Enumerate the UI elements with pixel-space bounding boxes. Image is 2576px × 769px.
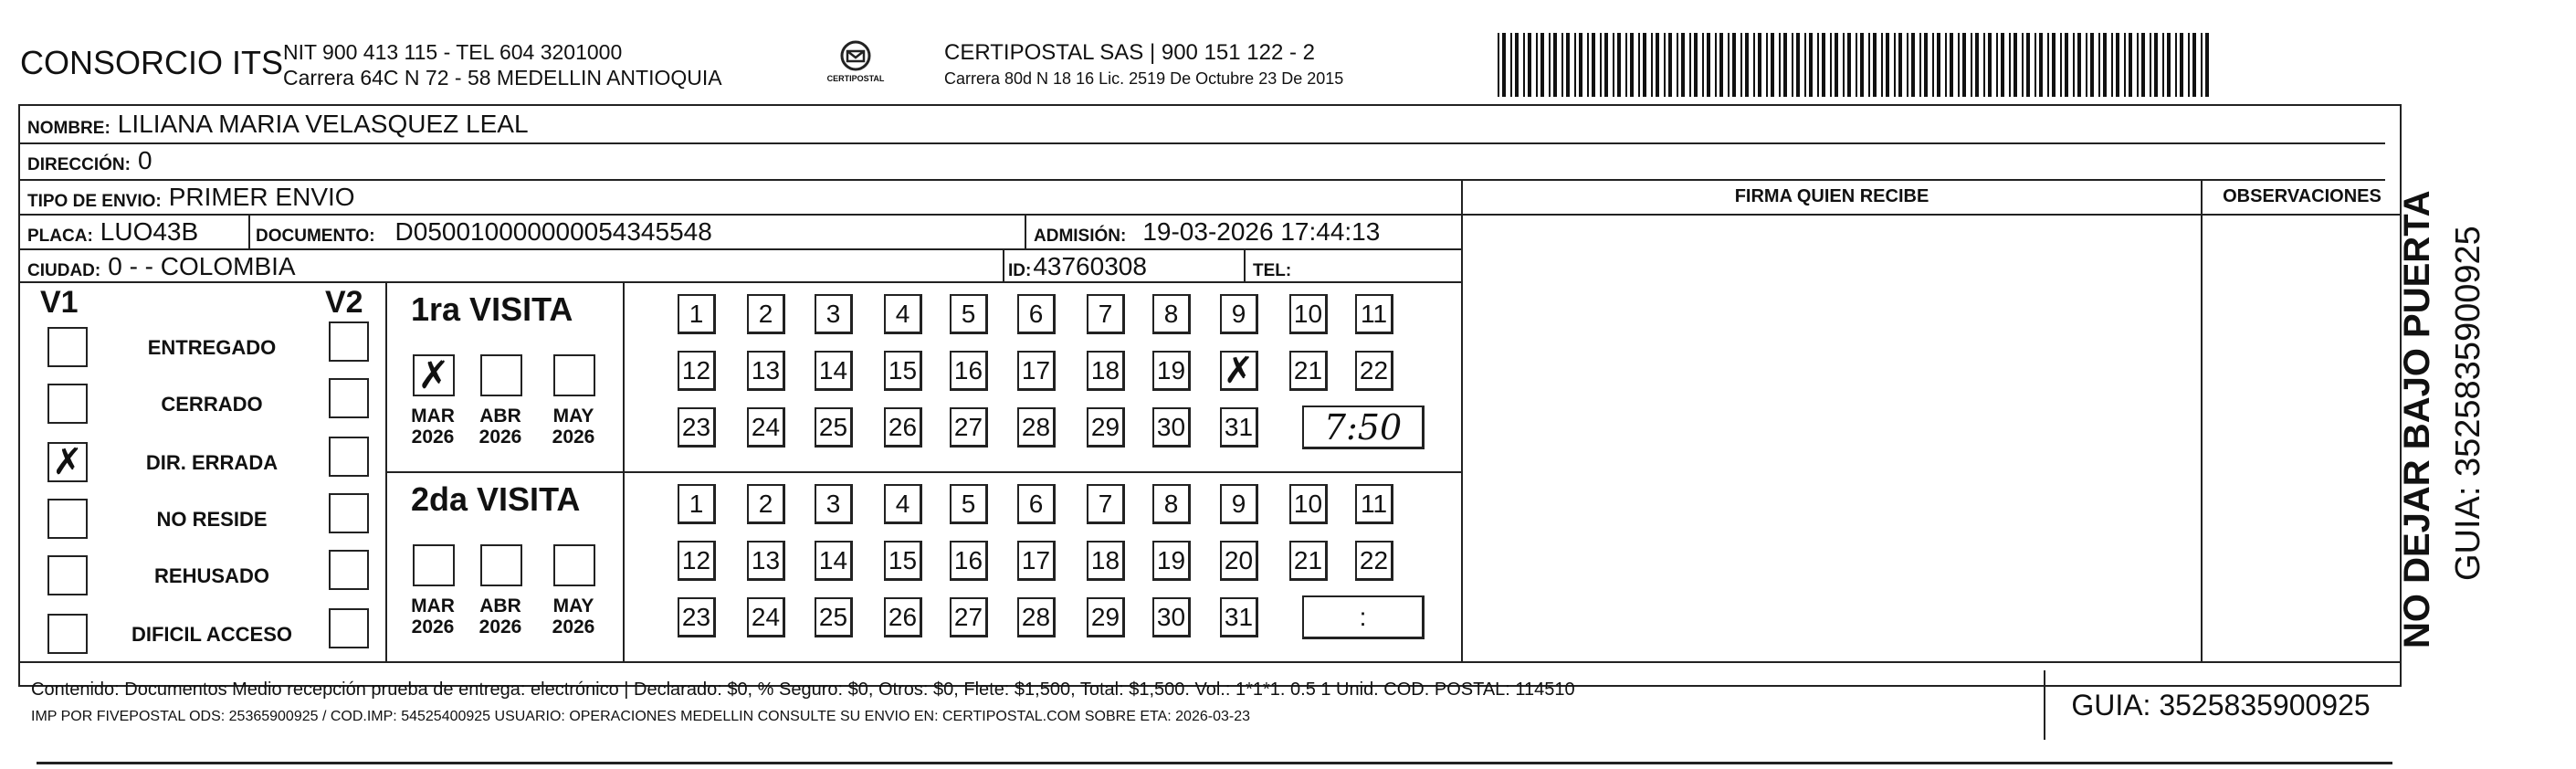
v1-checkbox[interactable]: ✗ (47, 442, 88, 482)
v2-checkbox[interactable] (329, 378, 369, 418)
barcode-bar (1971, 33, 1972, 97)
ciudad-label: CIUDAD: (27, 261, 101, 280)
barcode-bar (1894, 33, 1896, 97)
barcode-bar (2035, 33, 2036, 97)
barcode-bar (1881, 33, 1883, 97)
v2-checkbox[interactable] (329, 550, 369, 590)
barcode-bar (1651, 33, 1653, 97)
footer-imp: IMP POR FIVEPOSTAL ODS: 25365900925 / COD.IMP: 54525400925 USUARIO: OPERACIONES MEDELLIN CONSULTE SU ENVIO EN: CERTIPOSTAL.COM SOBRE ETA: 2026-03-23 (31, 709, 1250, 724)
day-box[interactable]: 12 (678, 351, 716, 391)
day-box[interactable]: 9 (1220, 484, 1258, 524)
month-name: MAR (411, 406, 455, 427)
day-box[interactable]: 7 (1087, 484, 1125, 524)
day-box[interactable]: 30 (1152, 597, 1191, 637)
barcode-bar (2124, 33, 2126, 97)
day-box[interactable]: 3 (815, 294, 853, 334)
day-box[interactable]: 10 (1289, 294, 1328, 334)
barcode-bar (2167, 33, 2171, 97)
day-box[interactable]: 26 (884, 407, 922, 448)
barcode-bar (1779, 33, 1781, 97)
status-label: ENTREGADO (147, 336, 277, 359)
month-year: 2026 (411, 616, 455, 638)
barcode-bar (2001, 33, 2004, 97)
barcode-bar (1502, 33, 1506, 97)
barcode-bar (1549, 33, 1551, 97)
barcode-bar (1988, 33, 1992, 97)
barcode-bar (1600, 33, 1602, 97)
barcode-bar (1592, 33, 1595, 97)
observaciones-area[interactable] (2203, 216, 2400, 661)
certipostal-line1: CERTIPOSTAL SAS | 900 151 122 - 2 (944, 40, 1315, 65)
day-box[interactable]: 15 (884, 541, 922, 581)
header (0, 0, 2411, 100)
barcode-bar (1630, 33, 1634, 97)
status-label: DIR. ERRADA (145, 451, 279, 474)
barcode-bar (1638, 33, 1640, 97)
admision-value: 19-03-2026 17:44:13 (1142, 217, 1381, 246)
month-checkbox[interactable] (480, 354, 522, 396)
barcode-bar (2098, 33, 2100, 97)
company-nit: NIT 900 413 115 - TEL 604 3201000 (283, 40, 623, 64)
barcode-bar (1677, 33, 1678, 97)
barcode-bar (1975, 33, 1979, 97)
day-box[interactable]: 2 (747, 294, 785, 334)
barcode-bar (1668, 33, 1672, 97)
barcode-bar (1796, 33, 1800, 97)
barcode-bar (1528, 33, 1531, 97)
barcode-bar (2162, 33, 2164, 97)
documento-label: DOCUMENTO: (256, 226, 375, 246)
observaciones-header (2203, 186, 2402, 207)
barcode-bar (1911, 33, 1915, 97)
tipo-envio-label: TIPO DE ENVIO: (27, 192, 162, 211)
tel-label: TEL: (1253, 261, 1292, 280)
direccion-label: DIRECCIÓN: (27, 155, 131, 174)
barcode-bar (1540, 33, 1544, 97)
day-box[interactable]: 15 (884, 351, 922, 391)
barcode-bar (1625, 33, 1627, 97)
month-year: 2026 (478, 427, 522, 448)
barcode-bar (1830, 33, 1832, 97)
day-box[interactable]: 1 (678, 294, 716, 334)
day-box[interactable]: 17 (1017, 541, 1056, 581)
barcode-bar (1561, 33, 1563, 97)
nombre-value: LILIANA MARIA VELASQUEZ LEAL (117, 110, 529, 138)
barcode-bar (1958, 33, 1960, 97)
day-box[interactable]: 23 (678, 597, 716, 637)
status-label: NO RESIDE (156, 508, 268, 531)
ciudad-row (27, 250, 296, 281)
barcode-bar (1783, 33, 1787, 97)
month-year: 2026 (411, 427, 455, 448)
barcode-bar (1753, 33, 1755, 97)
id-label: ID: (1008, 261, 1032, 280)
placa-label: PLACA: (27, 226, 93, 246)
month-year: 2026 (552, 427, 595, 448)
barcode-bar (1579, 33, 1582, 97)
id-value: 43760308 (1033, 252, 1147, 280)
barcode-bar (1613, 33, 1614, 97)
firma-header (1463, 186, 2201, 207)
barcode-bar (2090, 33, 2094, 97)
barcode-bar (1689, 33, 1691, 97)
barcode-bar (1574, 33, 1576, 97)
barcode-bar (2205, 33, 2209, 97)
visit-title: 2da VISITA (411, 480, 581, 518)
day-box[interactable]: 19 (1152, 351, 1191, 391)
barcode-bar (2009, 33, 2011, 97)
month-checkbox[interactable] (553, 354, 595, 396)
logo-caption: CERTIPOSTAL (826, 74, 885, 83)
day-box[interactable]: 28 (1017, 597, 1056, 637)
barcode-bar (2060, 33, 2062, 97)
month-label (473, 595, 528, 637)
v2-checkbox[interactable] (329, 437, 369, 477)
day-box[interactable]: 13 (747, 351, 785, 391)
barcode-bar (2111, 33, 2113, 97)
day-box[interactable]: 5 (950, 484, 988, 524)
barcode-bar (1983, 33, 1985, 97)
nombre-label: NOMBRE: (27, 119, 110, 138)
admision-row (1034, 216, 1380, 247)
month-checkbox[interactable] (553, 544, 595, 586)
barcode-bar (2086, 33, 2087, 97)
barcode-bar (1707, 33, 1710, 97)
barcode-bar (1835, 33, 1838, 97)
day-box[interactable]: 14 (815, 351, 853, 391)
barcode-bar (1758, 33, 1761, 97)
barcode-bar (1932, 33, 1934, 97)
barcode-bar (1937, 33, 1940, 97)
barcode-bar (1771, 33, 1774, 97)
day-box[interactable]: 31 (1220, 597, 1258, 637)
firma-area[interactable] (1463, 216, 2199, 661)
barcode-bar (1498, 33, 1499, 97)
barcode-bar (1950, 33, 1953, 97)
footer-contenido: Contenido: Documentos Medio recepción prueba de entrega: electrónico | Declarado: $0, % Seguro: $0, Otros: $0, Flete: $1,500, Total: $1,500. Vol.: 1*1*1. 0.5 1 Unid. COD. POSTAL: 114510 (31, 679, 1575, 700)
envelope-logo-icon (837, 40, 874, 73)
barcode-bar (1643, 33, 1646, 97)
documento-row (256, 216, 712, 247)
month-year: 2026 (552, 616, 595, 638)
day-box[interactable]: 18 (1087, 541, 1125, 581)
day-box[interactable]: 22 (1355, 541, 1393, 581)
barcode-bar (2047, 33, 2049, 97)
barcode-bar (2192, 33, 2196, 97)
day-box[interactable]: 26 (884, 597, 922, 637)
tel-row (1253, 250, 1299, 281)
day-box[interactable]: 30 (1152, 407, 1191, 448)
barcode-bar (1996, 33, 1998, 97)
barcode-bar (1523, 33, 1525, 97)
day-box[interactable]: 1 (678, 484, 716, 524)
barcode-bar (1604, 33, 1608, 97)
barcode-bar (1809, 33, 1813, 97)
form-box (18, 104, 2402, 687)
day-box[interactable]: 29 (1087, 597, 1125, 637)
day-box[interactable]: 14 (815, 541, 853, 581)
month-name: MAY (552, 406, 594, 427)
barcode-bar (2077, 33, 2081, 97)
barcode-bar (2180, 33, 2183, 97)
ciudad-value: 0 - - COLOMBIA (108, 252, 296, 280)
day-box[interactable]: 4 (884, 294, 922, 334)
barcode-bar (1962, 33, 1966, 97)
month-label (473, 406, 528, 448)
day-box[interactable]: 27 (950, 407, 988, 448)
barcode-bar (2116, 33, 2119, 97)
month-name: ABR (479, 595, 521, 616)
v2-checkbox[interactable] (329, 608, 369, 648)
barcode-bar (1822, 33, 1825, 97)
status-label: CERRADO (161, 393, 263, 416)
day-box[interactable]: 18 (1087, 351, 1125, 391)
day-box[interactable]: 7 (1087, 294, 1125, 334)
day-box[interactable]: 27 (950, 597, 988, 637)
time-box[interactable]: 7:50 (1302, 406, 1425, 449)
barcode-bar (1694, 33, 1698, 97)
barcode-bar (1740, 33, 1742, 97)
barcode-bar (1945, 33, 1947, 97)
day-box[interactable]: 9 (1220, 294, 1258, 334)
barcode-bar (2141, 33, 2145, 97)
day-box[interactable]: ✗ (1220, 351, 1258, 391)
barcode-bar (1719, 33, 1723, 97)
day-box[interactable]: 13 (747, 541, 785, 581)
v1-checkbox[interactable] (47, 555, 88, 595)
day-box[interactable]: 24 (747, 407, 785, 448)
barcode-bar (1898, 33, 1902, 97)
month-label (405, 595, 460, 637)
v1-checkbox[interactable] (47, 614, 88, 654)
day-box[interactable]: 4 (884, 484, 922, 524)
barcode-bar (2103, 33, 2107, 97)
barcode-bar (1856, 33, 1857, 97)
month-name: MAR (411, 595, 455, 616)
day-box[interactable]: 20 (1220, 541, 1258, 581)
documento-value: D050010000000054345548 (394, 217, 712, 246)
barcode-bar (1745, 33, 1749, 97)
status-label: REHUSADO (154, 564, 269, 587)
barcode-bar (2175, 33, 2177, 97)
day-box[interactable]: 11 (1355, 484, 1393, 524)
footer-guia-box (2044, 670, 2396, 740)
direccion-row (27, 144, 152, 175)
barcode-bar (1766, 33, 1768, 97)
day-box[interactable]: 31 (1220, 407, 1258, 448)
day-box[interactable]: 10 (1289, 484, 1328, 524)
placa-row (27, 216, 198, 247)
barcode-bar (1656, 33, 1659, 97)
barcode-bar (1886, 33, 1889, 97)
firma-label: FIRMA QUIEN RECIBE (1734, 186, 1929, 206)
barcode-bar (1907, 33, 1908, 97)
barcode-bar (1566, 33, 1570, 97)
barcode-bar (1847, 33, 1851, 97)
month-label (546, 595, 601, 637)
day-box[interactable]: 16 (950, 541, 988, 581)
time-box[interactable]: : (1302, 595, 1425, 639)
month-name: MAY (552, 595, 594, 616)
day-box[interactable]: 8 (1152, 294, 1191, 334)
day-box[interactable]: 29 (1087, 407, 1125, 448)
day-box[interactable]: 6 (1017, 484, 1056, 524)
barcode-bar (1715, 33, 1717, 97)
day-box[interactable]: 24 (747, 597, 785, 637)
day-box[interactable]: 28 (1017, 407, 1056, 448)
month-checkbox[interactable] (413, 544, 455, 586)
barcode-bar (1817, 33, 1819, 97)
day-box[interactable]: 3 (815, 484, 853, 524)
day-box[interactable]: 12 (678, 541, 716, 581)
barcode-bar (2013, 33, 2017, 97)
v2-checkbox[interactable] (329, 321, 369, 362)
month-label (546, 406, 601, 448)
barcode-bar (1860, 33, 1864, 97)
barcode-bar (1732, 33, 1736, 97)
day-box[interactable]: 21 (1289, 351, 1328, 391)
barcode-bar (1664, 33, 1666, 97)
barcode-bar (1617, 33, 1621, 97)
barcode-bar (1792, 33, 1793, 97)
day-box[interactable]: 25 (815, 407, 853, 448)
day-box[interactable]: 16 (950, 351, 988, 391)
barcode-bar (1702, 33, 1704, 97)
day-box[interactable]: 23 (678, 407, 716, 448)
v1-label: V1 (40, 285, 79, 320)
barcode-bar (2150, 33, 2151, 97)
barcode-bar (1587, 33, 1589, 97)
barcode-bar (2052, 33, 2056, 97)
barcode-bar (1868, 33, 1870, 97)
barcode-bar (1919, 33, 1921, 97)
direccion-value: 0 (137, 146, 152, 174)
v1-checkbox[interactable] (47, 327, 88, 367)
side-guia: GUIA: 3525835900925 (2449, 226, 2487, 581)
barcode-bar (1728, 33, 1730, 97)
month-checkbox[interactable] (480, 544, 522, 586)
barcode-bar (1804, 33, 1806, 97)
footer-guia: GUIA: 3525835900925 (2071, 688, 2371, 722)
id-row (1008, 250, 1147, 281)
v1-checkbox[interactable] (47, 384, 88, 424)
day-box[interactable]: 11 (1355, 294, 1393, 334)
tipo-envio-row (27, 181, 355, 212)
barcode-bar (2065, 33, 2068, 97)
side-warning: NO DEJAR BAJO PUERTA (2397, 190, 2437, 648)
status-label: DIFICIL ACCESO (131, 623, 292, 646)
day-box[interactable]: 5 (950, 294, 988, 334)
placa-value: LUO43B (100, 217, 199, 246)
certipostal-logo (813, 40, 899, 95)
barcode (1498, 33, 2210, 97)
barcode-bar (2129, 33, 2132, 97)
company-name: CONSORCIO ITS (20, 44, 284, 81)
visit-title: 1ra VISITA (411, 290, 573, 328)
barcode-bar (1681, 33, 1685, 97)
admision-label: ADMISIÓN: (1034, 226, 1127, 246)
day-box[interactable]: 6 (1017, 294, 1056, 334)
month-label (405, 406, 460, 448)
day-box[interactable]: 8 (1152, 484, 1191, 524)
barcode-bar (2137, 33, 2139, 97)
day-box[interactable]: 25 (815, 597, 853, 637)
barcode-bar (1536, 33, 1538, 97)
day-box[interactable]: 21 (1289, 541, 1328, 581)
barcode-bar (1873, 33, 1877, 97)
nombre-row (27, 108, 529, 139)
month-checkbox[interactable]: ✗ (413, 354, 455, 396)
tipo-envio-value: PRIMER ENVIO (168, 183, 355, 211)
barcode-bar (2026, 33, 2030, 97)
barcode-bar (1515, 33, 1519, 97)
v1-checkbox[interactable] (47, 499, 88, 539)
day-box[interactable]: 19 (1152, 541, 1191, 581)
day-box[interactable]: 22 (1355, 351, 1393, 391)
observaciones-label: OBSERVACIONES (2223, 186, 2381, 206)
v2-checkbox[interactable] (329, 493, 369, 533)
day-box[interactable]: 17 (1017, 351, 1056, 391)
barcode-bar (2073, 33, 2075, 97)
barcode-bar (1553, 33, 1557, 97)
day-box[interactable]: 2 (747, 484, 785, 524)
barcode-bar (2022, 33, 2024, 97)
barcode-bar (1924, 33, 1928, 97)
company-address: Carrera 64C N 72 - 58 MEDELLIN ANTIOQUIA (283, 66, 722, 90)
barcode-bar (1510, 33, 1512, 97)
barcode-bar (2039, 33, 2043, 97)
barcode-bar (2201, 33, 2203, 97)
v2-label: V2 (325, 285, 363, 320)
month-name: ABR (479, 406, 521, 427)
barcode-bar (2154, 33, 2158, 97)
barcode-bar (1843, 33, 1845, 97)
month-year: 2026 (478, 616, 522, 638)
barcode-bar (2188, 33, 2190, 97)
certipostal-line2: Carrera 80d N 18 16 Lic. 2519 De Octubre 23 De 2015 (944, 69, 1344, 88)
